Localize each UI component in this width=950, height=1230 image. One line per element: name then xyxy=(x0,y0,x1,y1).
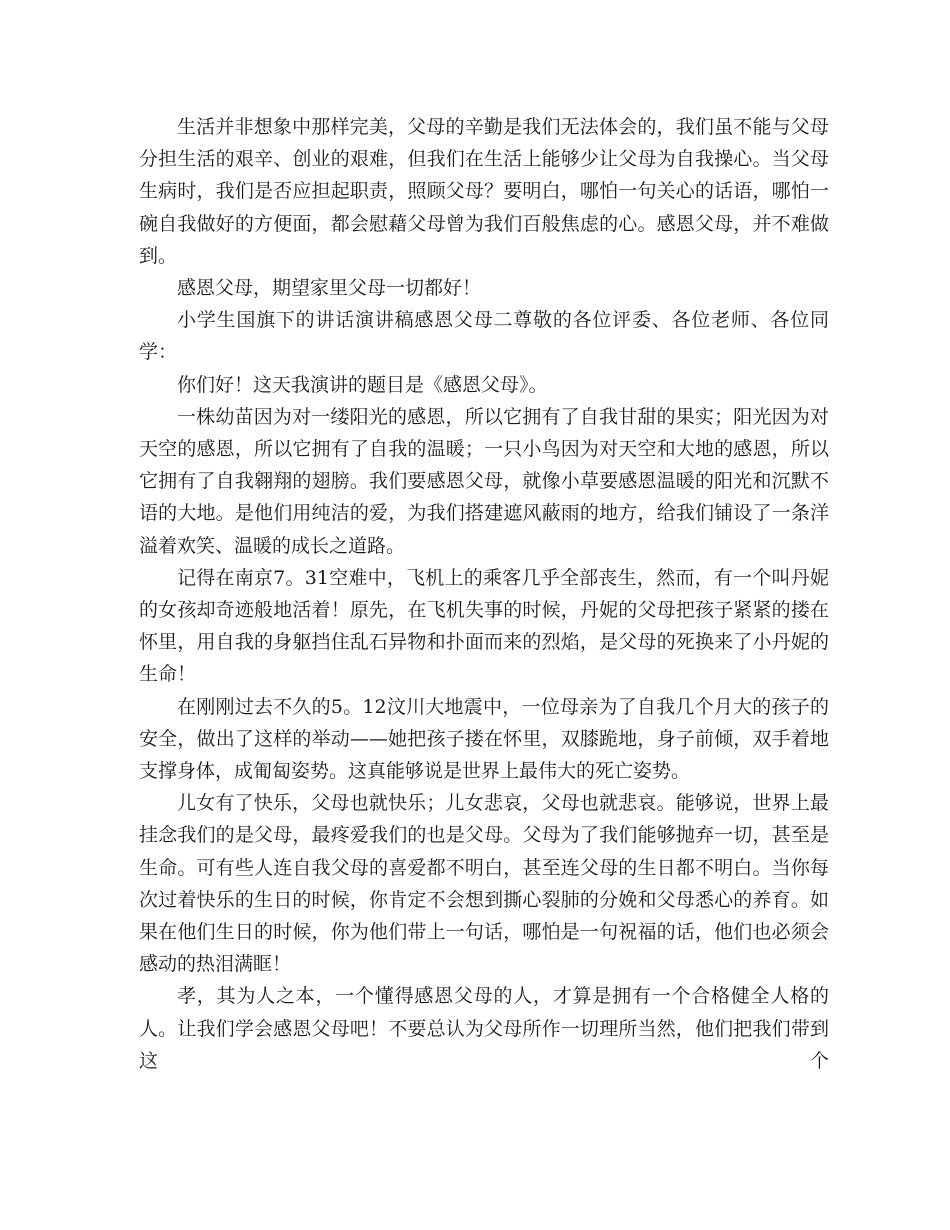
paragraph-seedling-gratitude: 一株幼苗因为对一缕阳光的感恩，所以它拥有了自我甘甜的果实；阳光因为对天空的感恩，所以它拥有了自我的温暖；一只小鸟因为对天空和大地的感恩，所以它拥有了自我翱翔的翅膀。我们要感恩父母，就像小草要感恩温暖的阳光和沉默不语的大地。是他们用纯洁的爱，为我们搭建遮风蔽雨的地方，给我们铺设了一条洋溢着欢笑、温暖的成长之道路。 xyxy=(139,405,829,557)
paragraph-children-joy: 儿女有了快乐，父母也就快乐；儿女悲哀，父母也就悲哀。能够说，世界上最挂念我们的是父母，最疼爱我们的也是父母。父母为了我们能够抛弃一切，甚至是生命。可有些人连自我父母的喜爱都不明白，甚至连父母的生日都不明白。当你每次过着快乐的生日的时候，你肯定不会想到撕心裂肺的分娩和父母悉心的养育。如果在他们生日的时候，你为他们带上一句话，哪怕是一句祝福的话，他们也必须会感动的热泪满眶！ xyxy=(139,792,829,976)
paragraph-filial-piety: 孝，其为人之本，一个懂得感恩父母的人，才算是拥有一个合格健全人格的人。让我们学会感恩父母吧！不要总认为父母所作一切理所当然，他们把我们带到这个 xyxy=(139,985,829,1072)
paragraph-wish-parents-well: 感恩父母，期望家里父母一切都好！ xyxy=(177,277,482,300)
document-body xyxy=(139,111,829,1077)
paragraph-parents-hardship: 生活并非想象中那样完美，父母的辛勤是我们无法体会的，我们虽不能与父母分担生活的艰辛、创业的艰难，但我们在生活上能够少让父母为自我操心。当父母生病时，我们是否应担起职责，照顾父母？要明白，哪怕一句关心的话语，哪怕一碗自我做好的方便面，都会慰藉父母曾为我们百般焦虑的心。感恩父母，并不难做到。 xyxy=(139,116,829,267)
paragraph-nanjing-air-crash: 记得在南京7。31空难中，飞机上的乘客几乎全部丧生，然而，有一个叫丹妮的女孩却奇迹般地活着！原先，在飞机失事的时候，丹妮的父母把孩子紧紧的搂在怀里，用自我的身躯挡住乱石异物和扑面而来的烈焰，是父母的死换来了小丹妮的生命！ xyxy=(139,566,829,686)
paragraph-wenchuan-earthquake: 在刚刚过去不久的5。12汶川大地震中，一位母亲为了自我几个月大的孩子的安全，做出了这样的举动——她把孩子搂在怀里，双膝跪地，身子前倾，双手着地支撑身体，成匍匐姿势。这真能够说是世界上最伟大的死亡姿势。 xyxy=(139,695,829,783)
paragraph-speech-title-greeting: 小学生国旗下的讲话演讲稿感恩父母二尊敬的各位评委、各位老师、各位同学： xyxy=(139,309,829,364)
paragraph-hello-topic: 你们好！这天我演讲的题目是《感恩父母》。 xyxy=(177,373,548,396)
